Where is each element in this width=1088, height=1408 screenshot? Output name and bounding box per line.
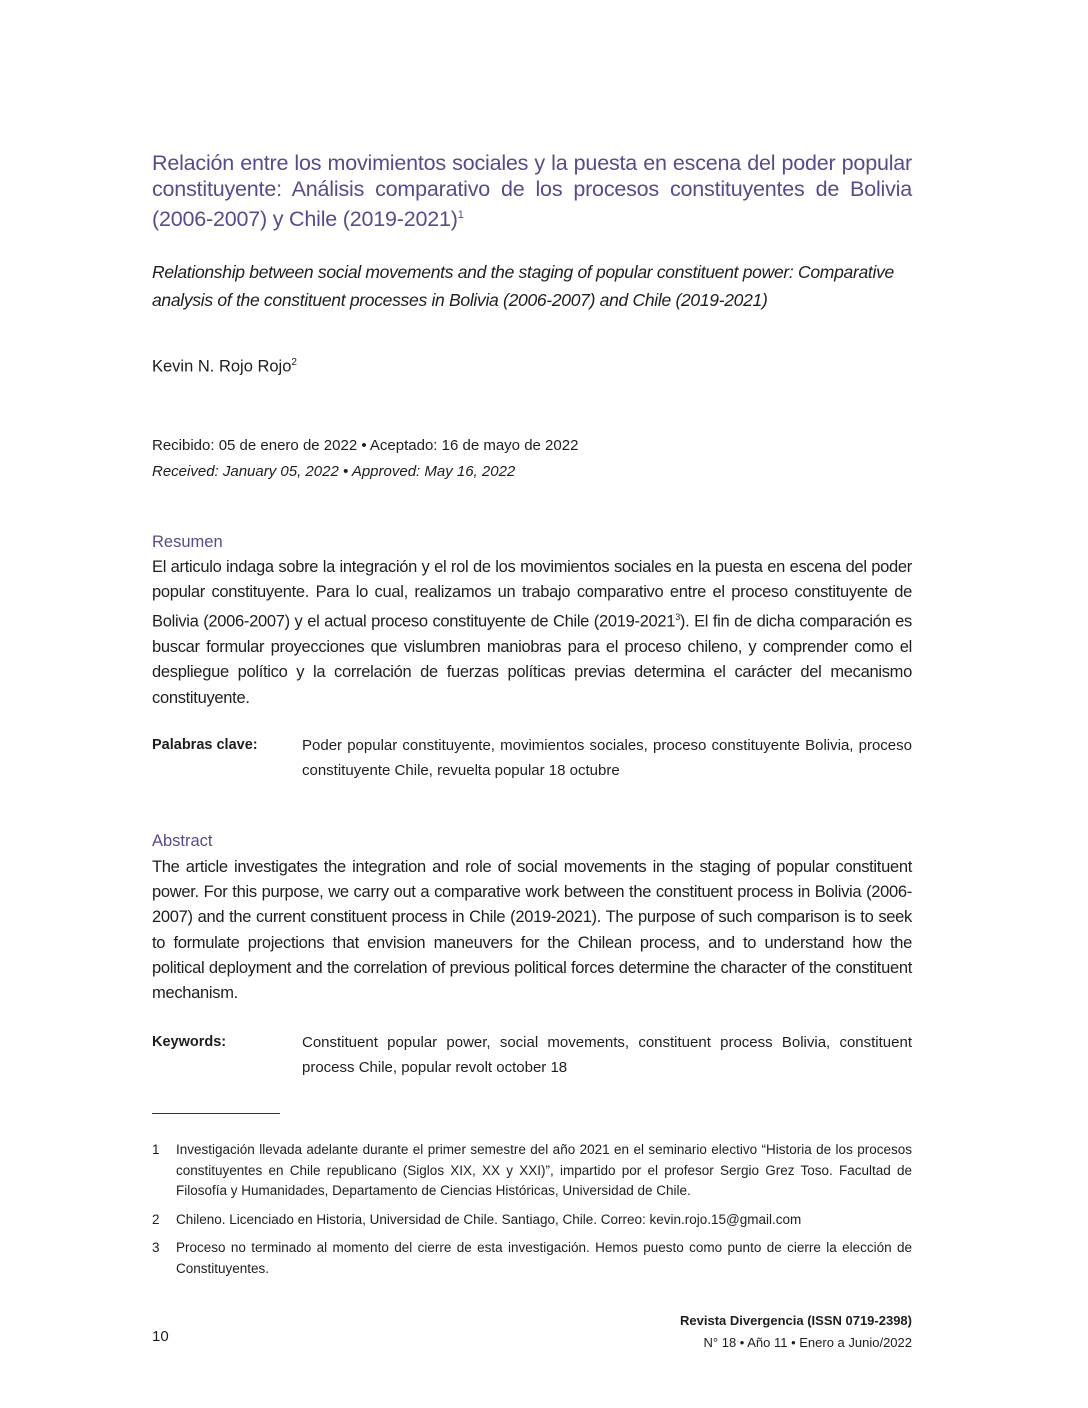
palabras-clave-label: Palabras clave: [152,737,258,753]
journal-info [680,1310,912,1354]
dates-es: Recibido: 05 de enero de 2022 • Aceptado: 16 de mayo de 2022 [152,437,579,454]
keywords-label: Keywords: [152,1034,227,1050]
footnotes [152,1140,912,1287]
keywords-text: Constituent popular power, social movements, constituent process Bolivia, constituent process Chile, popular revolt october 18 [302,1034,912,1076]
palabras-clave [152,733,912,783]
resumen-heading: Resumen [152,533,223,551]
footnote-text: Investigación llevada adelante durante el primer semestre del año 2021 en el seminario electivo “Historia de los procesos constituyentes en Chile republicano (Siglos XIX, XX y XXI)”, impartido por el profesor Sergio Grez Toso. Facultad de Filosofía y Humanidades, Departamento de Ciencias Históricas, Universidad de Chile. [176,1142,912,1198]
footnote-item [152,1238,912,1279]
dates-block [152,433,912,485]
footnote-text: Proceso no terminado al momento del cierre de esta investigación. Hemos puesto como punto de cierre la elección de Constituyentes. [176,1240,912,1276]
footnote-ref-2[interactable]: 2 [291,357,297,368]
resumen-text-part2: ). El fin de dicha comparación es buscar formular proyecciones que vislumbren maniobras para el proceso chileno, y comprender como el despliegue político y la correlación de fuerzas políticas previas determina el carácter del mecanismo constituyente. [152,612,912,707]
article-title-es [152,150,912,232]
dates-en: Received: January 05, 2022 • Approved: May 16, 2022 [152,463,516,480]
page-number: 10 [152,1328,169,1345]
resumen-text-part1: El articulo indaga sobre la integración y el rol de los movimientos sociales en la puesta en escena del poder popular constituyente. Para lo cual, realizamos un trabajo comparativo entre el proceso constituyente de Bolivia (2006-2007) y el actual proceso constituyente de Chile (2019-2021 [152,558,912,631]
journal-name: Revista Divergencia (ISSN 0719-2398) [680,1313,912,1328]
footnote-item [152,1210,912,1231]
footnote-item [152,1140,912,1202]
footnote-number: 2 [152,1211,160,1227]
footnote-divider [152,1113,280,1114]
footnote-number: 1 [152,1142,160,1157]
footnote-ref-1[interactable]: 1 [457,209,464,221]
keywords [152,1030,912,1080]
palabras-clave-text: Poder popular constituyente, movimientos sociales, proceso constituyente Bolivia, proceso constituyente Chile, revuelta popular 18 octubre [302,737,912,779]
abstract-text: The article investigates the integration and role of social movements in the staging of popular constituent power. For this purpose, we carry out a comparative work between the constituent process in Bolivia (2006-2007) and the current constituent process in Chile (2019-2021). The purpose of such comparison is to seek to formulate projections that envision maneuvers for the Chilean process, and to understand how the political deployment and the correlation of previous political forces determine the character of the constituent mechanism. [152,858,912,1003]
journal-issue: N° 18 • Año 11 • Enero a Junio/2022 [703,1335,912,1350]
footnote-ref-3[interactable]: 3 [675,612,680,623]
abstract-heading: Abstract [152,832,213,850]
title-es-text: Relación entre los movimientos sociales y la puesta en escena del poder popular constituyente: Análisis comparativo de los procesos constituyentes de Bolivia (2006-2007) y Chile (2019-2021) [152,151,912,232]
resumen-text [152,555,912,711]
footnote-text: Chileno. Licenciado en Historia, Universidad de Chile. Santiago, Chile. Correo: kevin.rojo.15@gmail.com [176,1211,802,1227]
article-title-en: Relationship between social movements and the staging of popular constituent power: Comparative analysis of the constituent processes in Bolivia (2006-2007) and Chile (2019-2021) [152,262,894,310]
footnote-number: 3 [152,1240,160,1255]
author-text: Kevin N. Rojo Rojo [152,357,292,376]
author-name [152,357,912,377]
